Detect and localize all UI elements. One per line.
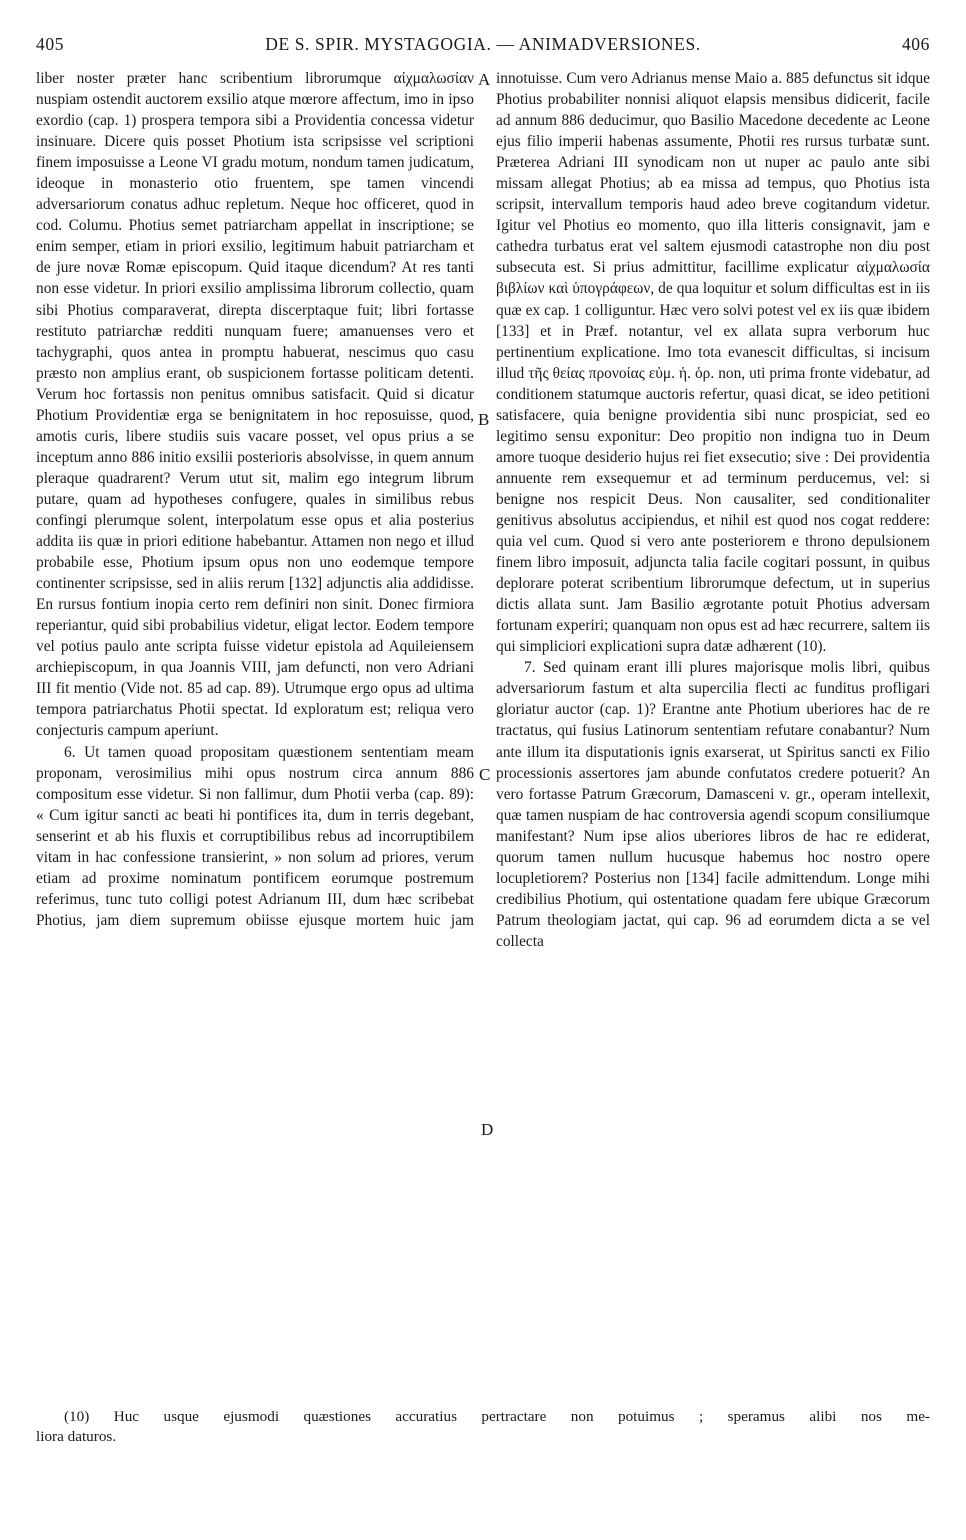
left-column	[36, 68, 474, 931]
left-paragraph-1: liber noster præter hanc scribentium librorumque αἰχμαλωσίαν nuspiam ostendit auctorem exsilio atque mœrore affectum, imo in ipso exordio (cap. 1) prospera tempora sibi a Providentia concessa videtur insinuare. Dicere quis posset Photium ista scripsisse vel scriptioni finem imposuisse a Leone VI gradu motum, nondum tamen judicatum, ideoque in monasterio otio fruentem, spe tamen vincendi adversariorum conatus adhuc repletum. Neque hoc officeret, quod in cod. Columu. Photius semet patriarcham appellat in inscriptione; se enim semper, etiam in priori exsilio, legitimum habuit patriarcham et de jure novæ Romæ episcopum. Quid itaque dicendum? At res tanti non esse videtur. In priori exsilio amplissima librorum collectio, quam sibi Photius comparaverat, direpta discerptaque fuit; libri fortasse restituto patriarchæ redditi nunquam fuere; amanuenses vero et tachygraphi, quos antea in promptu habuerat, nescimus quo casu præsto non amplius erant, ob suspicionem fortasse politicam detenti. Verum hoc fortassis non penitus omnibus satisfacit. Quid si dicatur Photium Providentiæ erga se benignitatem in hoc reposuisse, quod, amotis curis, libere studiis suis vacare posset, vel opus prius a se inceptum anno 886 initio exsilii posterioris absolvisse, in quem annum pleraque quadrarent? Verum utut sit, malim ego integrum librum putare, quam ad hypotheses confugere, quales in similibus rebus confingi plerumque solent, interpolatum esse opus et alia posterius addita iis quæ in priori editione habebantur. Attamen non nego et illud probabile esse, Photium ipsum opus non uno eodemque tempore continenter scripsisse, sed in aliis rerum [132] adjunctis alia addidisse. En rursus fontium inopia certo rem definiri non sinit. Donec firmiora reperiantur, quid sibi probabilius videtur, eligat lector. Eodem tempore vel potius paulo ante scripta fuisse videtur epistola ad Aquileiensem archiepiscopum, in qua Joannis VIII, jam defuncti, non vero Adriani III fit mentio (Vide not. 85 ad cap. 89). Utrumque ergo opus ad ultima tempora patriarchatus Photii spectat. Id exploratum est; reliqua vero conjecturis campum aperiunt.	[36, 70, 474, 740]
left-paragraph-2	[36, 742, 474, 931]
footnote	[36, 1407, 930, 1447]
right-column	[496, 68, 930, 952]
running-title: DE S. SPIR. MYSTAGOGIA. — ANIMADVERSIONES.	[265, 34, 701, 54]
left-paragraph-2-text: 6. Ut tamen quoad propositam quæstionem sententiam meam proponam, verosimilius mihi opus nostrum circa annum 886 compositum esse videtur. Si non fallimur, dum Photii verba (cap. 89): « Cum igitur sancti ac beati hi pontifices ita, dum in terris degebant, senserint et ab his fluxis et corruptibilibus rebus ad incorruptibilem vitam in hac confessione transierint, » non solum ad priores, verum etiam ad proxime nominatum pontificem eorumque postremum referimus, tunc tuto colligi potest Adrianum III, dum hæc scribebat Photius, jam diem supremum obiisse ejusque mortem huic jam	[36, 743, 474, 929]
margin-marker-c: C	[479, 765, 491, 784]
right-paragraph-1: innotuisse. Cum vero Adrianus mense Maio a. 885 defunctus sit idque Photius probabiliter nonnisi aliquot elapsis mensibus didicerit, facile ad annum 886 deducimur, quo Basilio Macedone decedente ac Leone ejus filio imperii habenas assumente, Photii res rursus turbatæ sunt. Præterea Adriani III synodicam non ut nuper ac paulo ante sibi missam allegat Photius; ab ea missa ad tempus, quo Photius ista scripsit, intervallum temporis haud adeo breve cogitandum videtur. Igitur vel Photius eo momento, quo illa litteris consignavit, jam e cathedra turbatus erat vel saltem ejusmodi catastrophe non diu post subsecuta est. Si prius admittitur, facillime explicatur αἰχμαλωσία βιβλίων καὶ ὑπογράφεων, de qua loquitur et solum difficultas est in iis quæ ex cap. 1 colliguntur. Hæc vero solvi potest vel ex iis quæ ibidem [133] et in Præf. notantur, vel ex allata supra verborum huc pertinentium explicatione. Imo tota evanescit difficultas, si incisum illud τῆς θείας προνοίας εὐμ. ἡ. ὁρ. non, uti prima fronte videbatur, ad conditionem statumque auctoris refertur, quasi dicat, se ideo petitioni satisfacere, quia benigne providentia sibi nunc prospiciat, sed eo legitimo sensu exponitur: Deo propitio non indigna tuo in Deum amore tuoque desiderio hujus rei fiet exsecutio; sive : Dei providentia annuente rem exsequemur et ad terminum perducemus, vel: si benigne nos respicit Deus. Non causaliter, sed conditionaliter genitivus absolutus accipiendus, et nihil est quod nos cogat reddere: quia vel cum. Quod si vero ante posteriorem e throno depulsionem finem libro imposuit, adjuncta talia facile cogitari possunt, in quibus deplorare poterat scribentium librorumque defectum, ut in superius dictis allata sunt. Jam Basilio ægrotante potuit Photius adversam fortunam experiri; quanquam non opus est ad hæc recurrere, saltem iis qui simpliciori explicationi supra datæ adhærent (10).	[496, 70, 930, 656]
margin-marker-a: A	[478, 70, 491, 89]
right-paragraph-2-text: 7. Sed quinam erant illi plures majorisque molis libri, quibus adversariorum fastum et alta supercilia flecti ac funditus profligari gloriatur auctor (cap. 1)? Erantne ante Photium uberiores hac de re tractatus, qui fusius Latinorum sententiam refutare conabantur? Num ante illum ita disputationis ignis exarserat, ut Spiritus sancti ex Filio processionis assertores jam abunde confutatos credere potuerit? An vero fortasse Patrum Græcorum, Damasceni v. gr., operam intellexit, quæ tamen nuspiam de hac controversia agendi scopum consiliumque manifestant? Num ipse alios uberiores libros de hac re ediderat, quorum tamen nullum hucusque habemus hoc nostro opere locupletiorem? Posterius non [134] facile admittendum. Longe mihi credibilius Photium, qui ostentatione quadam fere ubique Græcorum Patrum theologiam jactat, qui cap. 96 ad eorumdem dicta a se vel collecta	[496, 659, 930, 950]
page-number-left: 405	[36, 34, 65, 54]
margin-marker-b: B	[478, 410, 490, 429]
right-paragraph-2	[496, 657, 930, 952]
running-header	[36, 34, 930, 58]
footnote-line-1: (10) Huc usque ejusmodi quæstiones accuratius pertractare non potuimus ; speramus alibi nos me-	[64, 1408, 930, 1425]
page-number-right: 406	[901, 34, 930, 54]
margin-marker-d: D	[481, 1120, 494, 1139]
footnote-line-2: liora daturos.	[36, 1428, 117, 1445]
